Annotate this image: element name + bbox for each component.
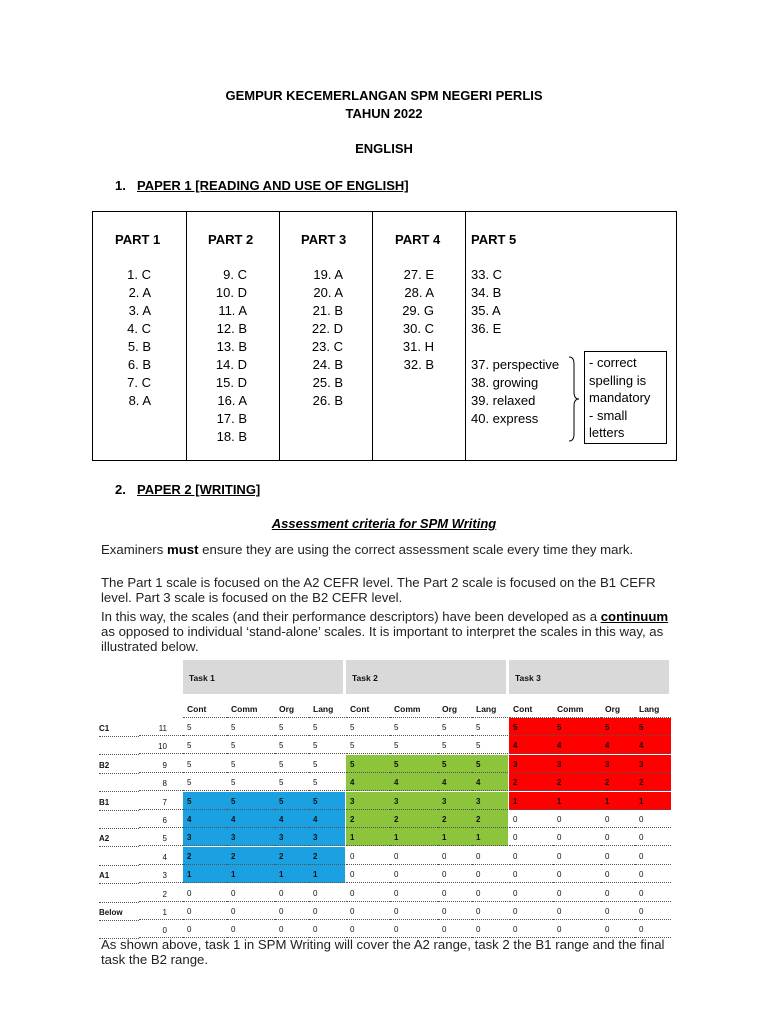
score-cell: 5 xyxy=(553,718,601,736)
score-cell: 2 xyxy=(438,810,472,828)
score-cell: 5 xyxy=(472,718,508,736)
score-cell: 0 xyxy=(601,902,635,920)
score-cell: 5 xyxy=(472,755,508,773)
score-cell: 5 xyxy=(390,718,438,736)
score-cell: 4 xyxy=(601,736,635,754)
score-cell: 0 xyxy=(438,902,472,920)
level-label: B1 xyxy=(99,792,139,811)
part3-heading: PART 3 xyxy=(301,232,347,247)
list-item: 14. D xyxy=(215,357,247,372)
part2-answers xyxy=(203,266,247,446)
score-cell: 5 xyxy=(275,773,309,791)
score-cell: 4 xyxy=(346,773,390,791)
score-cell: 4 xyxy=(275,810,309,828)
score-cell: 0 xyxy=(509,810,553,828)
score-cell: 4 xyxy=(509,736,553,754)
score-cell: 1 xyxy=(635,792,671,810)
score-cell: 1 xyxy=(601,792,635,810)
list-item: 32. B xyxy=(403,357,434,372)
score-cell: 0 xyxy=(635,847,671,865)
level-label: Below xyxy=(99,902,139,921)
list-item: 28. A xyxy=(404,285,434,300)
score-cell: 1 xyxy=(346,828,390,846)
score-cell: 0 xyxy=(509,884,553,902)
score-value: 8 xyxy=(139,773,183,791)
score-cell: 5 xyxy=(346,755,390,773)
score-value: 6 xyxy=(139,810,183,828)
score-cell: 0 xyxy=(472,865,508,883)
score-cell: 0 xyxy=(390,884,438,902)
criteria-header: Cont xyxy=(183,704,227,718)
score-cell: 0 xyxy=(227,920,275,938)
list-item: 22. D xyxy=(311,321,343,336)
score-cell: 5 xyxy=(309,792,345,810)
score-cell: 0 xyxy=(183,920,227,938)
level-label: B2 xyxy=(99,755,139,774)
score-cell: 5 xyxy=(183,773,227,791)
score-cell: 0 xyxy=(438,847,472,865)
paper1-number: 1. xyxy=(115,178,126,193)
score-cell: 5 xyxy=(346,718,390,736)
score-cell: 0 xyxy=(635,810,671,828)
text-emphasis: continuum xyxy=(600,609,669,624)
score-value: 7 xyxy=(139,792,183,810)
part5-answers xyxy=(471,266,502,338)
list-item: mandatory xyxy=(589,390,651,405)
score-cell: 1 xyxy=(553,792,601,810)
score-cell: 0 xyxy=(601,810,635,828)
text-run: Examiners xyxy=(101,542,167,557)
score-cell: 2 xyxy=(553,773,601,791)
list-item: spelling is xyxy=(589,372,647,388)
score-cell: 4 xyxy=(635,736,671,754)
score-cell: 0 xyxy=(390,847,438,865)
list-item: 9. C xyxy=(223,267,247,282)
score-value: 0 xyxy=(139,920,183,938)
paragraph-scale-levels: The Part 1 scale is focused on the A2 CEFR level. The Part 2 scale is focused on the B1 CEFR level. Part 3 scale is focused on the B2 CEFR level. xyxy=(101,575,656,605)
score-cell: 4 xyxy=(309,810,345,828)
score-value: 10 xyxy=(139,736,183,754)
score-value: 1 xyxy=(139,902,183,920)
score-cell: 0 xyxy=(472,902,508,920)
paragraph-summary: As shown above, task 1 in SPM Writing will cover the A2 range, task 2 the B1 range and the final task the B2 range. xyxy=(101,937,665,967)
list-item: 17. B xyxy=(216,411,247,426)
score-cell: 0 xyxy=(183,902,227,920)
score-cell: 5 xyxy=(183,755,227,773)
criteria-header: Lang xyxy=(309,704,345,718)
spelling-note-box xyxy=(584,351,667,444)
score-cell: 0 xyxy=(553,884,601,902)
score-cell: 0 xyxy=(635,884,671,902)
list-item: 27. E xyxy=(403,267,434,282)
list-item: 36. E xyxy=(471,321,502,336)
list-item: 5. B xyxy=(127,339,151,354)
score-cell: 0 xyxy=(309,884,345,902)
score-cell: 5 xyxy=(635,718,671,736)
criteria-header: Comm xyxy=(227,704,275,718)
score-cell: 4 xyxy=(472,773,508,791)
score-value: 9 xyxy=(139,755,183,773)
score-cell: 0 xyxy=(509,902,553,920)
column-divider xyxy=(465,212,466,460)
score-cell: 2 xyxy=(346,810,390,828)
score-cell: 5 xyxy=(309,773,345,791)
score-cell: 2 xyxy=(635,773,671,791)
score-cell: 0 xyxy=(635,902,671,920)
level-label xyxy=(99,847,139,866)
score-cell: 0 xyxy=(601,884,635,902)
list-item: 8. A xyxy=(128,393,151,408)
paper1-heading xyxy=(115,178,409,193)
list-item: 26. B xyxy=(312,393,343,408)
score-cell: 0 xyxy=(472,920,508,938)
score-cell: 5 xyxy=(183,792,227,810)
score-cell: 0 xyxy=(275,902,309,920)
part5-open-answers xyxy=(471,356,559,428)
list-item: 33. C xyxy=(471,267,503,282)
score-value: 11 xyxy=(139,718,183,736)
score-cell: 3 xyxy=(309,828,345,846)
list-item: 15. D xyxy=(215,375,247,390)
score-cell: 5 xyxy=(183,736,227,754)
list-item: 35. A xyxy=(471,303,501,318)
score-cell: 2 xyxy=(309,847,345,865)
paper1-answer-table xyxy=(92,211,677,461)
score-cell: 4 xyxy=(227,810,275,828)
criteria-header: Org xyxy=(438,704,472,718)
score-cell: 0 xyxy=(309,902,345,920)
score-cell: 0 xyxy=(472,884,508,902)
level-label xyxy=(99,884,139,903)
part3-answers xyxy=(298,266,343,410)
column-divider xyxy=(186,212,187,460)
score-cell: 2 xyxy=(472,810,508,828)
score-cell: 2 xyxy=(227,847,275,865)
score-cell: 0 xyxy=(509,865,553,883)
text-run: In this way, the scales (and their performance descriptors) have been developed as a xyxy=(101,609,601,624)
part4-answers xyxy=(391,266,434,374)
score-cell: 1 xyxy=(309,865,345,883)
score-cell: 0 xyxy=(275,884,309,902)
criteria-header: Cont xyxy=(509,704,553,718)
paragraph-continuum xyxy=(101,609,671,654)
part1-heading: PART 1 xyxy=(115,232,161,247)
paper2-number: 2. xyxy=(115,482,126,497)
score-cell: 5 xyxy=(438,755,472,773)
score-cell: 0 xyxy=(438,884,472,902)
level-label: A1 xyxy=(99,865,139,884)
score-cell: 2 xyxy=(390,810,438,828)
score-cell: 0 xyxy=(553,920,601,938)
score-cell: 0 xyxy=(601,847,635,865)
list-item: 13. B xyxy=(216,339,247,354)
score-cell: 5 xyxy=(309,755,345,773)
paper2-title: PAPER 2 [WRITING] xyxy=(137,482,261,497)
column-divider xyxy=(372,212,373,460)
level-label: C1 xyxy=(99,718,139,737)
score-cell: 0 xyxy=(438,920,472,938)
score-cell: 0 xyxy=(553,810,601,828)
doc-subject: ENGLISH xyxy=(355,141,413,156)
list-item: 19. A xyxy=(313,267,343,282)
score-cell: 5 xyxy=(472,736,508,754)
part1-answers xyxy=(113,266,151,410)
criteria-header: Cont xyxy=(346,704,390,718)
score-cell: 0 xyxy=(601,865,635,883)
paragraph-examiners xyxy=(101,542,671,557)
score-cell: 5 xyxy=(227,773,275,791)
list-item: 16. A xyxy=(217,393,247,408)
list-item: 3. A xyxy=(128,303,151,318)
score-cell: 1 xyxy=(183,865,227,883)
list-item: 38. growing xyxy=(471,375,539,390)
score-cell: 5 xyxy=(390,755,438,773)
list-item: - correct xyxy=(589,355,637,370)
score-cell: 3 xyxy=(472,792,508,810)
score-cell: 0 xyxy=(635,920,671,938)
score-cell: 0 xyxy=(346,884,390,902)
score-cell: 1 xyxy=(472,828,508,846)
score-cell: 5 xyxy=(227,755,275,773)
score-cell: 0 xyxy=(553,847,601,865)
score-cell: 1 xyxy=(438,828,472,846)
list-item: 21. B xyxy=(312,303,343,318)
list-item: - small xyxy=(589,407,628,423)
list-item: 10. D xyxy=(215,285,247,300)
score-cell: 5 xyxy=(601,718,635,736)
score-cell: 5 xyxy=(346,736,390,754)
list-item: 12. B xyxy=(216,321,247,336)
right-brace-icon xyxy=(568,356,580,442)
score-cell: 4 xyxy=(390,773,438,791)
level-label xyxy=(99,810,139,829)
part2-heading: PART 2 xyxy=(208,232,254,247)
criteria-title: Assessment criteria for SPM Writing xyxy=(271,516,497,531)
task-header-label: Task 3 xyxy=(515,673,541,683)
score-cell: 3 xyxy=(438,792,472,810)
score-cell: 3 xyxy=(275,828,309,846)
list-item: 39. relaxed xyxy=(471,393,536,408)
score-cell: 0 xyxy=(227,902,275,920)
score-value: 5 xyxy=(139,828,183,846)
score-cell: 2 xyxy=(509,773,553,791)
text-run: ensure they are using the correct assessment scale every time they mark. xyxy=(198,542,634,557)
score-cell: 3 xyxy=(227,828,275,846)
list-item: 37. perspective xyxy=(471,357,560,372)
score-cell: 5 xyxy=(227,718,275,736)
score-cell: 0 xyxy=(553,902,601,920)
criteria-header: Lang xyxy=(472,704,508,718)
score-value: 2 xyxy=(139,884,183,902)
score-cell: 5 xyxy=(183,718,227,736)
score-cell: 0 xyxy=(635,828,671,846)
score-cell: 0 xyxy=(346,920,390,938)
score-cell: 3 xyxy=(635,755,671,773)
score-cell: 2 xyxy=(183,847,227,865)
score-cell: 5 xyxy=(275,792,309,810)
score-cell: 5 xyxy=(438,718,472,736)
list-item: 7. C xyxy=(127,375,151,390)
score-cell: 0 xyxy=(509,828,553,846)
score-cell: 5 xyxy=(227,736,275,754)
list-item: 2. A xyxy=(128,285,151,300)
list-item: 40. express xyxy=(471,411,539,426)
score-cell: 0 xyxy=(183,884,227,902)
part4-heading: PART 4 xyxy=(395,232,441,247)
score-cell: 0 xyxy=(275,920,309,938)
score-cell: 0 xyxy=(346,847,390,865)
score-cell: 0 xyxy=(227,884,275,902)
score-cell: 5 xyxy=(275,718,309,736)
score-cell: 3 xyxy=(509,755,553,773)
score-cell: 1 xyxy=(227,865,275,883)
column-divider xyxy=(279,212,280,460)
criteria-header: Comm xyxy=(390,704,438,718)
list-item: 30. C xyxy=(402,321,434,336)
list-item: 20. A xyxy=(313,285,343,300)
level-label: A2 xyxy=(99,828,139,847)
score-cell: 0 xyxy=(553,865,601,883)
score-cell: 0 xyxy=(390,865,438,883)
score-value: 4 xyxy=(139,847,183,865)
score-cell: 5 xyxy=(227,792,275,810)
score-cell: 5 xyxy=(509,718,553,736)
list-item: 18. B xyxy=(216,429,247,444)
score-cell: 0 xyxy=(346,865,390,883)
list-item: 6. B xyxy=(127,357,151,372)
score-cell: 5 xyxy=(309,736,345,754)
list-item: 31. H xyxy=(402,339,434,354)
paper1-title: PAPER 1 [READING AND USE OF ENGLISH] xyxy=(137,178,409,193)
list-item: 29. G xyxy=(402,303,434,318)
part5-heading: PART 5 xyxy=(471,232,517,247)
list-item: 25. B xyxy=(312,375,343,390)
score-cell: 3 xyxy=(346,792,390,810)
list-item: 23. C xyxy=(311,339,343,354)
score-cell: 5 xyxy=(275,755,309,773)
list-item: letters xyxy=(589,425,625,440)
score-cell: 0 xyxy=(635,865,671,883)
task-header-label: Task 1 xyxy=(189,673,215,683)
score-cell: 0 xyxy=(509,847,553,865)
score-cell: 0 xyxy=(346,902,390,920)
paper2-heading xyxy=(115,482,260,497)
score-cell: 1 xyxy=(509,792,553,810)
score-cell: 5 xyxy=(309,718,345,736)
task-header-label: Task 2 xyxy=(352,673,378,683)
level-label xyxy=(99,773,139,792)
score-cell: 5 xyxy=(390,736,438,754)
score-cell: 4 xyxy=(438,773,472,791)
score-cell: 0 xyxy=(390,902,438,920)
list-item: 34. B xyxy=(471,285,502,300)
doc-title-line2: TAHUN 2022 xyxy=(345,106,423,121)
score-cell: 4 xyxy=(183,810,227,828)
list-item: 24. B xyxy=(312,357,343,372)
list-item: 4. C xyxy=(127,321,151,336)
score-cell: 0 xyxy=(438,865,472,883)
list-item: 11. A xyxy=(218,303,247,318)
score-cell: 0 xyxy=(601,920,635,938)
score-cell: 4 xyxy=(553,736,601,754)
assessment-scale-table xyxy=(99,660,669,936)
text-run: as opposed to individual ‘stand-alone’ scales. It is important to interpret the scales in this way, as illustrated below. xyxy=(101,624,664,654)
criteria-header: Org xyxy=(601,704,635,718)
score-cell: 0 xyxy=(309,920,345,938)
score-cell: 3 xyxy=(390,792,438,810)
list-item: 1. C xyxy=(127,267,151,282)
score-cell: 5 xyxy=(438,736,472,754)
score-cell: 0 xyxy=(553,828,601,846)
score-cell: 0 xyxy=(390,920,438,938)
score-value: 3 xyxy=(139,865,183,883)
score-cell: 0 xyxy=(472,847,508,865)
score-cell: 2 xyxy=(275,847,309,865)
score-cell: 3 xyxy=(183,828,227,846)
score-cell: 3 xyxy=(553,755,601,773)
score-cell: 1 xyxy=(390,828,438,846)
score-cell: 1 xyxy=(275,865,309,883)
doc-title-line1: GEMPUR KECEMERLANGAN SPM NEGERI PERLIS xyxy=(225,88,543,103)
score-cell: 3 xyxy=(601,755,635,773)
criteria-header: Lang xyxy=(635,704,671,718)
criteria-header: Comm xyxy=(553,704,601,718)
level-label xyxy=(99,736,139,755)
score-cell: 0 xyxy=(601,828,635,846)
criteria-header: Org xyxy=(275,704,309,718)
text-emphasis: must xyxy=(166,542,199,557)
score-cell: 0 xyxy=(509,920,553,938)
score-cell: 2 xyxy=(601,773,635,791)
score-cell: 5 xyxy=(275,736,309,754)
